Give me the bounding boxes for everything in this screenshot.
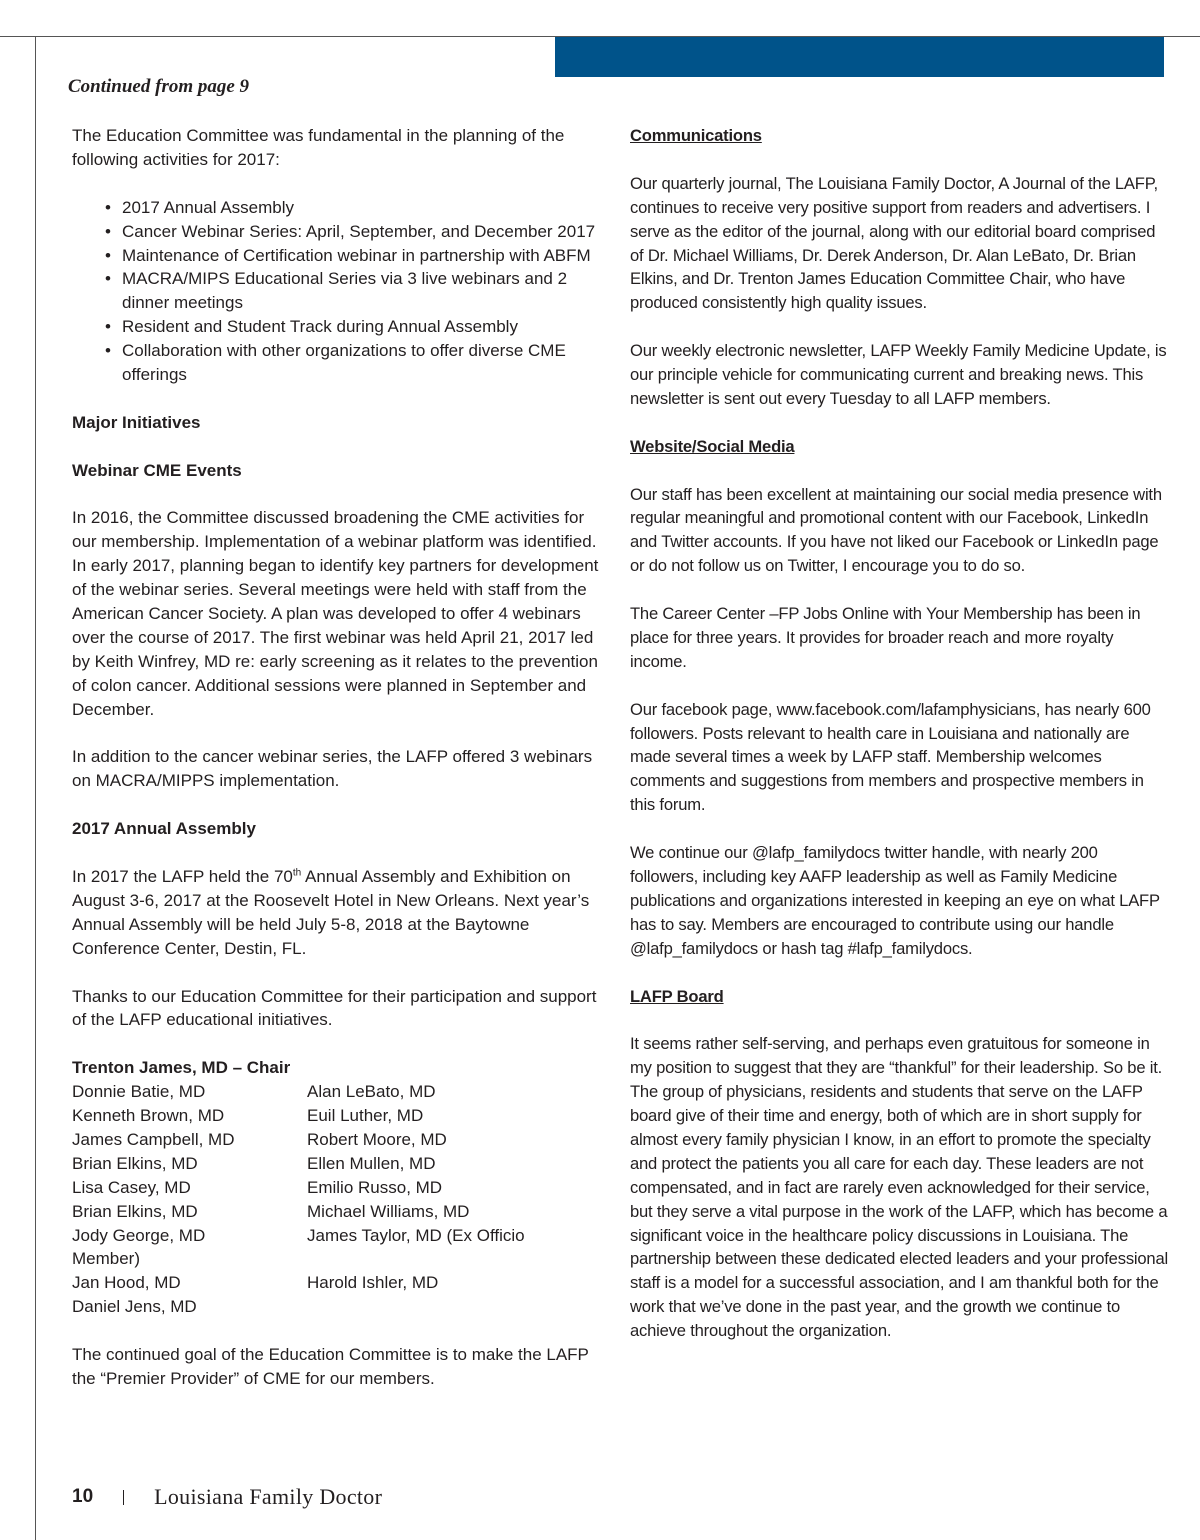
newsletter-paragraph: Our weekly electronic newsletter, LAFP Weekly Family Medicine Update, is our principle vehicle for communicating current and breaking news. This newsletter is sent out every Tuesday to all LAFP members. xyxy=(630,341,1167,408)
list-item: • Resident and Student Track during Annual Assembly xyxy=(122,315,612,339)
committee-member: Robert Moore, MD xyxy=(307,1129,447,1149)
committee-member: Brian Elkins, MD xyxy=(72,1201,198,1221)
activities-list xyxy=(72,196,612,387)
committee-member: Ellen Mullen, MD xyxy=(307,1153,436,1173)
intro-paragraph: The Education Committee was fundamental in the planning of the following activities for 2017: xyxy=(72,126,565,169)
left-column xyxy=(72,124,612,1415)
publication-name: Louisiana Family Doctor xyxy=(154,1484,383,1509)
committee-member xyxy=(307,1295,607,1319)
list-item: • Maintenance of Certification webinar in partnership with ABFM xyxy=(122,244,612,268)
committee-chair: Trenton James, MD – Chair xyxy=(72,1058,291,1078)
website-social-heading: Website/Social Media xyxy=(630,436,795,456)
committee-roster xyxy=(72,1056,612,1319)
footer-divider xyxy=(123,1490,124,1505)
committee-member: Jan Hood, MD xyxy=(72,1273,181,1293)
assembly-paragraph xyxy=(72,865,612,961)
committee-member: Brian Elkins, MD xyxy=(72,1153,198,1173)
committee-member: Euil Luther, MD xyxy=(307,1106,424,1126)
committee-member: Kenneth Brown, MD xyxy=(72,1106,225,1126)
career-center-paragraph: The Career Center –FP Jobs Online with Your Membership has been in place for three years. It provides for broader reach and more royalty income. xyxy=(630,604,1141,671)
page-footer xyxy=(72,1484,382,1510)
committee-member: Lisa Casey, MD xyxy=(72,1177,191,1197)
assembly-heading: 2017 Annual Assembly xyxy=(72,819,256,839)
committee-member: James Taylor, MD (Ex Officio xyxy=(307,1225,525,1245)
committee-member: Donnie Batie, MD xyxy=(72,1082,206,1102)
list-item: • 2017 Annual Assembly xyxy=(122,196,612,220)
right-column xyxy=(630,124,1170,1367)
committee-member: Harold Ishler, MD xyxy=(307,1273,439,1293)
board-paragraph: It seems rather self-serving, and perhaps even gratuitous for someone in my position to suggest that they are “thankful” for their leadership. So be it. The group of physicians, residents and students that serve on the LAFP board give of their time and energy, both of which are in short supply for almost every family physician I know, in an effort to promote the specialty and protect the patients you all care for each day. These leaders are not compensated, and in fact are rarely even acknowledged for their service, but they serve a vital purpose in the work of the LAFP, which has become a significant voice in the healthcare policy discussions in Louisiana. The partnership between these dedicated elected leaders and your professional staff is a model for a successful association, and I am thankful both for the work that we’ve done in the past year, and the growth we continue to achieve throughout the organization. xyxy=(630,1034,1168,1341)
board-heading: LAFP Board xyxy=(630,986,724,1006)
twitter-paragraph: We continue our @lafp_familydocs twitter handle, with nearly 200 followers, including key AAFP leadership as well as Family Medicine publications and organizations interested in keeping an eye on what LAFP has to say. Members are encouraged to contribute using our handle @lafp_familydocs or hash tag #lafp_familydocs. xyxy=(630,843,1160,958)
list-item: • Cancer Webinar Series: April, September, and December 2017 xyxy=(122,220,612,244)
committee-member xyxy=(307,1247,607,1271)
goal-paragraph: The continued goal of the Education Committee is to make the LAFP the “Premier Provider” of CME for our members. xyxy=(72,1345,589,1388)
left-rule xyxy=(35,36,36,1540)
page-number: 10 xyxy=(72,1486,94,1507)
committee-member: Michael Williams, MD xyxy=(307,1201,470,1221)
committee-member: Alan LeBato, MD xyxy=(307,1082,436,1102)
ordinal-suffix: th xyxy=(292,867,302,879)
list-item: • Collaboration with other organizations to offer diverse CME offerings xyxy=(122,339,612,387)
social-paragraph: Our staff has been excellent at maintaining our social media presence with regular meaningful and promotional content with our Facebook, LinkedIn and Twitter accounts. If you have not liked our Facebook or LinkedIn page or do not follow us on Twitter, I encourage you to do so. xyxy=(630,484,1162,576)
facebook-paragraph: Our facebook page, www.facebook.com/lafamphysicians, has nearly 600 followers. Posts relevant to health care in Louisiana and nationally are made several times a week by LAFP staff. Membership welcomes comments and suggestions from members and prospective members in this forum. xyxy=(630,699,1151,815)
webinar-paragraph-2: In addition to the cancer webinar series, the LAFP offered 3 webinars on MACRA/MIPPS implementation. xyxy=(72,747,593,791)
committee-member: Daniel Jens, MD xyxy=(72,1297,197,1317)
header-accent-bar xyxy=(555,37,1164,77)
webinar-paragraph: In 2016, the Committee discussed broadening the CME activities for our membership. Implementation of a webinar platform was identified. In early 2017, planning began to identify key partners for development of the webinar series. Several meetings were held with staff from the American Cancer Society. A plan was developed to offer 4 webinars over the course of 2017. The first webinar was held April 21, 2017 led by Keith Winfrey, MD re: early screening as it relates to the prevention of colon cancer. Additional sessions were planned in September and December. xyxy=(72,508,599,719)
committee-member: James Campbell, MD xyxy=(72,1129,235,1149)
communications-paragraph: Our quarterly journal, The Louisiana Family Doctor, A Journal of the LAFP, continues to receive very positive support from readers and advertisers. I serve as the editor of the journal, along with our editorial board comprised of Dr. Michael Williams, Dr. Derek Anderson, Dr. Alan LeBato, Dr. Brian Elkins, and Dr. Trenton James Education Committee Chair, who have produced consistently high quality issues. xyxy=(630,173,1158,313)
thanks-paragraph: Thanks to our Education Committee for their participation and support of the LAFP educational initiatives. xyxy=(72,986,597,1030)
assembly-text-a: In 2017 the LAFP held the 70 xyxy=(72,866,293,886)
communications-heading: Communications xyxy=(630,126,762,145)
committee-member: Emilio Russo, MD xyxy=(307,1177,443,1197)
committee-member: Member) xyxy=(72,1249,141,1269)
assembly-text-b: Annual Assembly and Exhibition on August 3-6, 2017 at the Roosevelt Hotel in New Orleans. Next year’s Annual Assembly will be held July 5-8, 2018 at the Baytowne Conference Center, Destin, FL. xyxy=(72,866,590,958)
continued-from-label: Continued from page 9 xyxy=(68,76,250,97)
committee-member: Jody George, MD xyxy=(72,1225,206,1245)
list-item: • MACRA/MIPS Educational Series via 3 live webinars and 2 dinner meetings xyxy=(122,267,612,315)
webinar-heading: Webinar CME Events xyxy=(72,460,242,480)
major-initiatives-heading: Major Initiatives xyxy=(72,412,201,432)
